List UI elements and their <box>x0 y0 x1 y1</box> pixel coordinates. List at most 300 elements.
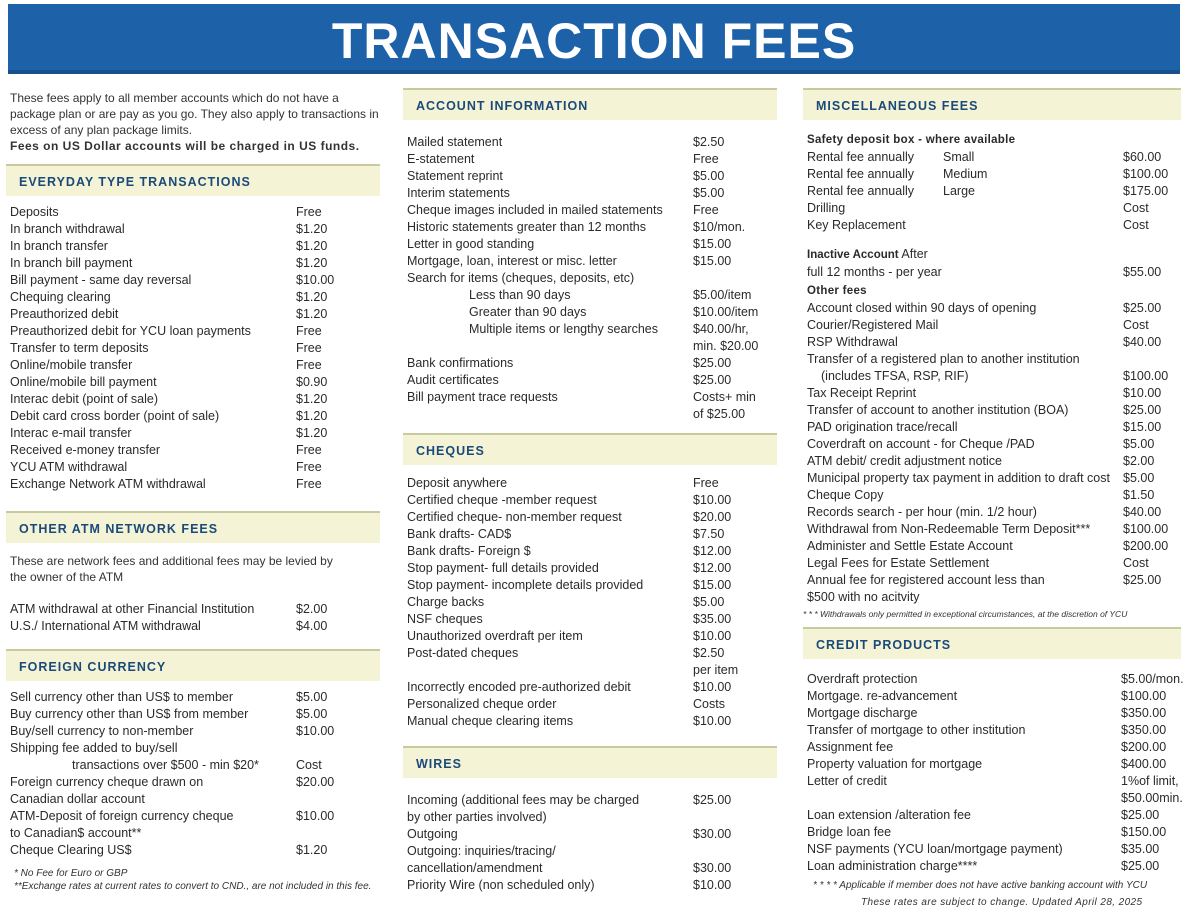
safety-label: Rental fee annually <box>807 184 915 198</box>
fee-label: Greater than 90 days <box>469 305 587 319</box>
fee-row <box>403 809 777 826</box>
fee-row <box>803 470 1181 487</box>
fee-value <box>296 825 380 842</box>
credit-note: * * * * Applicable if member does not have active banking account with YCU <box>813 880 1148 891</box>
fee-row <box>403 372 777 389</box>
fee-label: (includes TFSA, RSP, RIF) <box>821 369 969 383</box>
fee-value: $1.20 <box>296 256 328 270</box>
fee-label <box>803 790 1121 807</box>
fee-row <box>803 790 1181 807</box>
fee-row <box>803 756 1181 773</box>
inactive-row <box>803 264 1181 281</box>
fee-row <box>6 204 380 221</box>
fee-row <box>6 825 380 842</box>
foreign-note-1: * No Fee for Euro or GBP <box>14 868 128 879</box>
fee-value: $2.00 <box>296 602 328 616</box>
fee-label: Mortgage, loan, interest or misc. letter <box>407 254 617 268</box>
fee-row <box>403 236 777 253</box>
fee-label: Cheque images included in mailed statements <box>407 203 663 217</box>
fee-row <box>803 722 1181 739</box>
fee-row <box>403 509 777 526</box>
fee-value: $40.00 <box>1123 505 1162 519</box>
fee-row <box>803 824 1181 841</box>
fee-row <box>403 696 777 713</box>
fee-row <box>6 357 380 374</box>
fee-label: Outgoing <box>407 827 458 841</box>
safety-value: $175.00 <box>1123 184 1169 198</box>
fee-value: $100.00 <box>1123 522 1169 536</box>
fee-value: Free <box>296 358 322 372</box>
inactive-label: full 12 months - per year <box>807 265 942 279</box>
fee-value: $5.00 <box>693 169 725 183</box>
fee-row <box>803 589 1181 606</box>
fee-value: $15.00 <box>693 237 732 251</box>
other-fees-heading: Other fees <box>807 285 867 297</box>
safety-rows <box>803 149 1181 234</box>
other-fees-rows <box>803 300 1181 606</box>
fee-value: $400.00 <box>1121 757 1167 771</box>
fee-value: $5.00/item <box>693 288 752 302</box>
fee-value: 1%of limit, <box>1121 774 1179 788</box>
column-middle <box>403 88 777 894</box>
fee-row <box>403 492 777 509</box>
fee-row <box>803 334 1181 351</box>
fee-value: min. $20.00 <box>693 339 759 353</box>
fee-label: Administer and Settle Estate Account <box>807 539 1013 553</box>
fee-label: Certified cheque- non-member request <box>407 510 622 524</box>
fee-row <box>6 774 380 791</box>
fee-value: $100.00 <box>1123 369 1169 383</box>
fee-label: Interac debit (point of sale) <box>10 392 158 406</box>
fee-value: $30.00 <box>693 827 732 841</box>
column-right <box>803 88 1184 909</box>
fee-value: $2.50 <box>693 135 725 149</box>
safety-label: Rental fee annually <box>807 150 915 164</box>
section-wires-title: WIRES <box>416 757 462 771</box>
fee-row <box>403 219 777 236</box>
fee-row <box>803 521 1181 538</box>
fee-value: $12.00 <box>693 544 732 558</box>
fee-value: $0.90 <box>296 375 328 389</box>
fee-label: ATM debit/ credit adjustment notice <box>807 454 1002 468</box>
fee-value: $1.20 <box>296 307 328 321</box>
fee-value: Free <box>296 460 322 474</box>
fee-value: Free <box>693 152 719 166</box>
fee-label: by other parties involved) <box>407 810 547 824</box>
fee-value: $25.00 <box>1123 403 1162 417</box>
fee-row <box>803 739 1181 756</box>
fee-row <box>403 287 777 304</box>
fee-value: $50.00min. <box>1121 791 1183 805</box>
fee-value <box>296 740 380 757</box>
fee-label: Coverdraft on account - for Cheque /PAD <box>807 437 1035 451</box>
foreign-rows <box>6 689 380 859</box>
fee-label: Foreign currency cheque drawn on <box>10 775 204 789</box>
fee-row <box>403 713 777 730</box>
fee-label: Personalized cheque order <box>407 697 557 711</box>
account-rows <box>403 134 777 423</box>
fee-value: Free <box>296 477 322 491</box>
fee-label: Deposits <box>10 205 59 219</box>
fee-row <box>803 538 1181 555</box>
fee-value: $25.00 <box>1123 301 1162 315</box>
fee-row <box>6 391 380 408</box>
fee-value: $10.00 <box>693 493 732 507</box>
safety-row <box>803 149 1181 166</box>
fee-label: Courier/Registered Mail <box>807 318 939 332</box>
fee-row <box>6 272 380 289</box>
safety-row <box>803 217 1181 234</box>
fee-label: Transfer of account to another institution (BOA) <box>807 403 1069 417</box>
fee-label: Overdraft protection <box>807 672 918 686</box>
fee-value: $1.50 <box>1123 488 1155 502</box>
fee-row <box>6 842 380 859</box>
intro-text <box>10 90 380 154</box>
fee-row <box>803 504 1181 521</box>
fee-value <box>693 843 777 860</box>
fee-label: Records search - per hour (min. 1/2 hour) <box>807 505 1037 519</box>
fee-label: Bridge loan fee <box>807 825 892 839</box>
fee-value: $40.00/hr, <box>693 322 749 336</box>
fee-value: $5.00 <box>693 186 725 200</box>
fee-row <box>403 406 777 423</box>
fee-label: Canadian dollar account <box>10 792 145 806</box>
fee-label: Priority Wire (non scheduled only) <box>407 878 595 892</box>
fee-value: $350.00 <box>1121 706 1167 720</box>
fee-row <box>403 877 777 894</box>
fee-label: Historic statements greater than 12 months <box>407 220 647 234</box>
fee-label: Letter in good standing <box>407 237 535 251</box>
fee-label: Cheque Clearing US$ <box>10 843 132 857</box>
fee-label: Incorrectly encoded pre-authorized debit <box>407 680 631 694</box>
fee-row <box>803 671 1184 688</box>
foreign-notes <box>14 867 380 893</box>
fee-label: In branch bill payment <box>10 256 133 270</box>
fee-row <box>403 662 777 679</box>
safety-label: Drilling <box>807 201 846 215</box>
fee-label: NSF cheques <box>407 612 483 626</box>
fee-label: Transfer of mortgage to other institution <box>807 723 1026 737</box>
fee-value: $4.00 <box>296 619 328 633</box>
fee-value: $5.00 <box>296 690 328 704</box>
safety-label: Key Replacement <box>807 218 906 232</box>
fee-label: Mailed statement <box>407 135 503 149</box>
section-credit-header <box>803 627 1181 659</box>
fee-label: Transfer to term deposits <box>10 341 149 355</box>
fee-row <box>403 543 777 560</box>
fee-row <box>403 826 777 843</box>
fee-row <box>403 577 777 594</box>
page-title: TRANSACTION FEES <box>331 13 857 69</box>
fee-label: Annual fee for registered account less than <box>807 573 1045 587</box>
fee-row <box>6 255 380 272</box>
fee-label <box>403 662 693 679</box>
fee-label: RSP Withdrawal <box>807 335 898 349</box>
fee-row <box>403 168 777 185</box>
fee-label: Letter of credit <box>807 774 887 788</box>
wires-rows <box>403 792 777 894</box>
safety-size <box>943 200 1123 217</box>
fee-label: Interim statements <box>407 186 510 200</box>
fee-label: Bank drafts- CAD$ <box>407 527 512 541</box>
fee-label: Less than 90 days <box>469 288 571 302</box>
fee-value: $35.00 <box>1121 842 1160 856</box>
section-atm-title: OTHER ATM NETWORK FEES <box>19 522 219 536</box>
atm-text: These are network fees and additional fees may be levied by the owner of the ATM <box>10 554 333 584</box>
fee-label: Preauthorized debit for YCU loan payments <box>10 324 251 338</box>
inactive-heading: Inactive Account <box>807 249 899 261</box>
section-wires-header <box>403 746 777 778</box>
fee-label: Loan extension /alteration fee <box>807 808 972 822</box>
fee-label: PAD origination trace/recall <box>807 420 958 434</box>
fee-value: $10.00 <box>693 629 732 643</box>
fee-label: transactions over $500 - min $20* <box>72 758 259 772</box>
safety-row <box>803 200 1181 217</box>
fee-label: Audit certificates <box>407 373 499 387</box>
fee-row <box>803 385 1181 402</box>
section-everyday-title: EVERYDAY TYPE TRANSACTIONS <box>19 175 251 189</box>
title-banner <box>8 4 1180 74</box>
fee-label: Certified cheque -member request <box>407 493 597 507</box>
fee-row <box>6 306 380 323</box>
safety-row <box>803 183 1181 200</box>
fee-row <box>803 317 1181 334</box>
fee-value: $2.00 <box>1123 454 1155 468</box>
fee-label: Transfer of a registered plan to another institution <box>807 352 1080 366</box>
fee-value: $40.00 <box>1123 335 1162 349</box>
fee-row <box>6 221 380 238</box>
fee-row <box>403 304 777 321</box>
fee-label: Loan administration charge**** <box>807 859 978 873</box>
fee-value: $1.20 <box>296 290 328 304</box>
safety-size: Medium <box>943 167 988 181</box>
fee-value: $10.00 <box>693 680 732 694</box>
fee-row <box>803 419 1181 436</box>
fee-label <box>403 406 693 423</box>
fee-row <box>6 618 380 635</box>
fee-value: $15.00 <box>1123 420 1162 434</box>
fee-value: $12.00 <box>693 561 732 575</box>
fee-label: Received e-money transfer <box>10 443 161 457</box>
fee-value: $20.00 <box>693 510 732 524</box>
fee-value: $25.00 <box>1123 573 1162 587</box>
fee-value: $10.00 <box>693 878 732 892</box>
fee-row <box>6 323 380 340</box>
fee-label: to Canadian$ account** <box>10 826 142 840</box>
safety-deposit-heading: Safety deposit box - where available <box>807 134 1016 146</box>
fee-label: Manual cheque clearing items <box>407 714 574 728</box>
fee-row <box>403 860 777 877</box>
fee-label: Chequing clearing <box>10 290 111 304</box>
fee-value: $5.00 <box>296 707 328 721</box>
fee-value: $10.00 <box>296 724 335 738</box>
fee-value: $100.00 <box>1121 689 1167 703</box>
section-misc-header <box>803 88 1181 120</box>
fee-label: Withdrawal from Non-Redeemable Term Deposit*** <box>807 522 1091 536</box>
fee-row <box>6 476 380 493</box>
fee-label: In branch transfer <box>10 239 108 253</box>
fee-value: $350.00 <box>1121 723 1167 737</box>
fee-row <box>403 611 777 628</box>
fee-row <box>6 340 380 357</box>
safety-value: $100.00 <box>1123 167 1169 181</box>
fee-label: ATM-Deposit of foreign currency cheque <box>10 809 234 823</box>
fee-row <box>803 436 1181 453</box>
fee-value: $30.00 <box>693 861 732 875</box>
fee-row <box>6 808 380 825</box>
fee-row <box>403 355 777 372</box>
fee-row <box>803 555 1181 572</box>
fee-label: Account closed within 90 days of opening <box>807 301 1037 315</box>
fee-value: $10.00 <box>1123 386 1162 400</box>
fee-row <box>6 706 380 723</box>
fee-label: Multiple items or lengthy searches <box>469 322 658 336</box>
section-account-title: ACCOUNT INFORMATION <box>416 99 589 113</box>
fee-label <box>403 338 693 355</box>
fee-row <box>6 289 380 306</box>
fee-label: Charge backs <box>407 595 485 609</box>
fee-label: U.S./ International ATM withdrawal <box>10 619 201 633</box>
section-misc-title: MISCELLANEOUS FEES <box>816 99 979 113</box>
fee-row <box>6 238 380 255</box>
fee-row <box>803 487 1181 504</box>
inactive-after: After <box>901 247 928 261</box>
fee-value: $5.00 <box>1123 437 1155 451</box>
fee-row <box>6 740 380 757</box>
fee-value: Costs+ min <box>693 390 756 404</box>
fee-label: $500 with no acitvity <box>807 590 920 604</box>
fee-row <box>6 459 380 476</box>
fee-value: $1.20 <box>296 222 328 236</box>
cheques-rows <box>403 475 777 730</box>
fee-value: Free <box>693 476 719 490</box>
fee-value: per item <box>693 663 739 677</box>
fee-label: Shipping fee added to buy/sell <box>10 741 178 755</box>
fee-label: Online/mobile transfer <box>10 358 133 372</box>
intro-us-note: Fees on US Dollar accounts will be charged in US funds. <box>10 139 360 153</box>
fee-value: $15.00 <box>693 578 732 592</box>
fee-label: Assignment fee <box>807 740 894 754</box>
fee-value: $15.00 <box>693 254 732 268</box>
fee-value: $5.00 <box>693 595 725 609</box>
section-credit-title: CREDIT PRODUCTS <box>816 638 952 652</box>
fee-value: Free <box>296 443 322 457</box>
fee-value: Costs <box>693 697 725 711</box>
fee-label: Sell currency other than US$ to member <box>10 690 234 704</box>
safety-size <box>943 217 1123 234</box>
fee-value: $1.20 <box>296 843 328 857</box>
fee-row <box>403 321 777 338</box>
intro-paragraph: These fees apply to all member accounts which do not have a package plan or are pay as you go. They also apply to transactions in excess of any plan package limits. <box>10 91 379 137</box>
fee-value: Cost <box>296 758 322 772</box>
fee-row <box>403 560 777 577</box>
fee-row <box>403 253 777 270</box>
section-foreign-title: FOREIGN CURRENCY <box>19 660 167 674</box>
fee-label: Tax Receipt Reprint <box>807 386 917 400</box>
fee-row <box>403 389 777 406</box>
fee-label: Bill payment trace requests <box>407 390 558 404</box>
fee-row <box>803 807 1181 824</box>
fee-row <box>803 402 1181 419</box>
fee-value: $150.00 <box>1121 825 1167 839</box>
fee-row <box>803 300 1181 317</box>
safety-value: Cost <box>1123 218 1149 232</box>
fee-value: $25.00 <box>1121 859 1160 873</box>
fee-value <box>1123 351 1181 368</box>
fee-value: Free <box>693 203 719 217</box>
fee-row <box>403 185 777 202</box>
fee-row <box>403 151 777 168</box>
fee-row <box>403 270 777 287</box>
fee-row <box>403 645 777 662</box>
fee-row <box>403 338 777 355</box>
fee-label: Mortgage. re-advancement <box>807 689 958 703</box>
fee-row <box>803 572 1181 589</box>
fee-row <box>6 723 380 740</box>
column-left <box>6 88 380 893</box>
credit-rows <box>803 671 1184 875</box>
fee-value: $1.20 <box>296 426 328 440</box>
fee-label: Online/mobile bill payment <box>10 375 157 389</box>
fee-row <box>6 442 380 459</box>
fee-value: $25.00 <box>693 793 732 807</box>
fee-row <box>403 594 777 611</box>
footer-note: These rates are subject to change. Updated April 28, 2025 <box>861 897 1143 908</box>
section-foreign-header <box>6 649 380 681</box>
fee-label: Buy/sell currency to non-member <box>10 724 194 738</box>
fee-label: E-statement <box>407 152 475 166</box>
fee-label: Post-dated cheques <box>407 646 519 660</box>
fee-value: Free <box>296 324 322 338</box>
misc-note: * * * Withdrawals only permitted in exceptional circumstances, at the discretion of YCU <box>803 609 1128 619</box>
fee-value: $25.00 <box>1121 808 1160 822</box>
fee-value: $10.00 <box>296 809 335 823</box>
fee-label: Bill payment - same day reversal <box>10 273 192 287</box>
inactive-value: $55.00 <box>1123 265 1162 279</box>
fee-value <box>693 270 777 287</box>
fee-value: Cost <box>1123 318 1149 332</box>
section-atm-header <box>6 511 380 543</box>
fee-row <box>6 425 380 442</box>
section-cheques-header <box>403 433 777 465</box>
fee-value: of $25.00 <box>693 407 746 421</box>
fee-row <box>403 526 777 543</box>
fee-label: Interac e-mail transfer <box>10 426 132 440</box>
fee-label: NSF payments (YCU loan/mortgage payment) <box>807 842 1063 856</box>
fee-row <box>403 628 777 645</box>
fee-label: Municipal property tax payment in addition to draft cost <box>807 471 1110 485</box>
fee-row <box>403 679 777 696</box>
fee-row <box>6 374 380 391</box>
fee-value: $200.00 <box>1123 539 1169 553</box>
fee-row <box>803 858 1181 875</box>
fee-value: $2.50 <box>693 646 725 660</box>
fee-label: Bank drafts- Foreign $ <box>407 544 531 558</box>
fee-row <box>403 792 777 809</box>
fee-label: Buy currency other than US$ from member <box>10 707 249 721</box>
fee-label: In branch withdrawal <box>10 222 125 236</box>
fee-value: $1.20 <box>296 409 328 423</box>
fee-value: $10.00 <box>693 714 732 728</box>
fee-row <box>403 475 777 492</box>
safety-row <box>803 166 1181 183</box>
section-everyday-header <box>6 164 380 196</box>
fee-label: Exchange Network ATM withdrawal <box>10 477 206 491</box>
fee-value: Free <box>296 205 322 219</box>
section-cheques-title: CHEQUES <box>416 444 485 458</box>
fee-value: $1.20 <box>296 239 328 253</box>
fee-row <box>403 202 777 219</box>
